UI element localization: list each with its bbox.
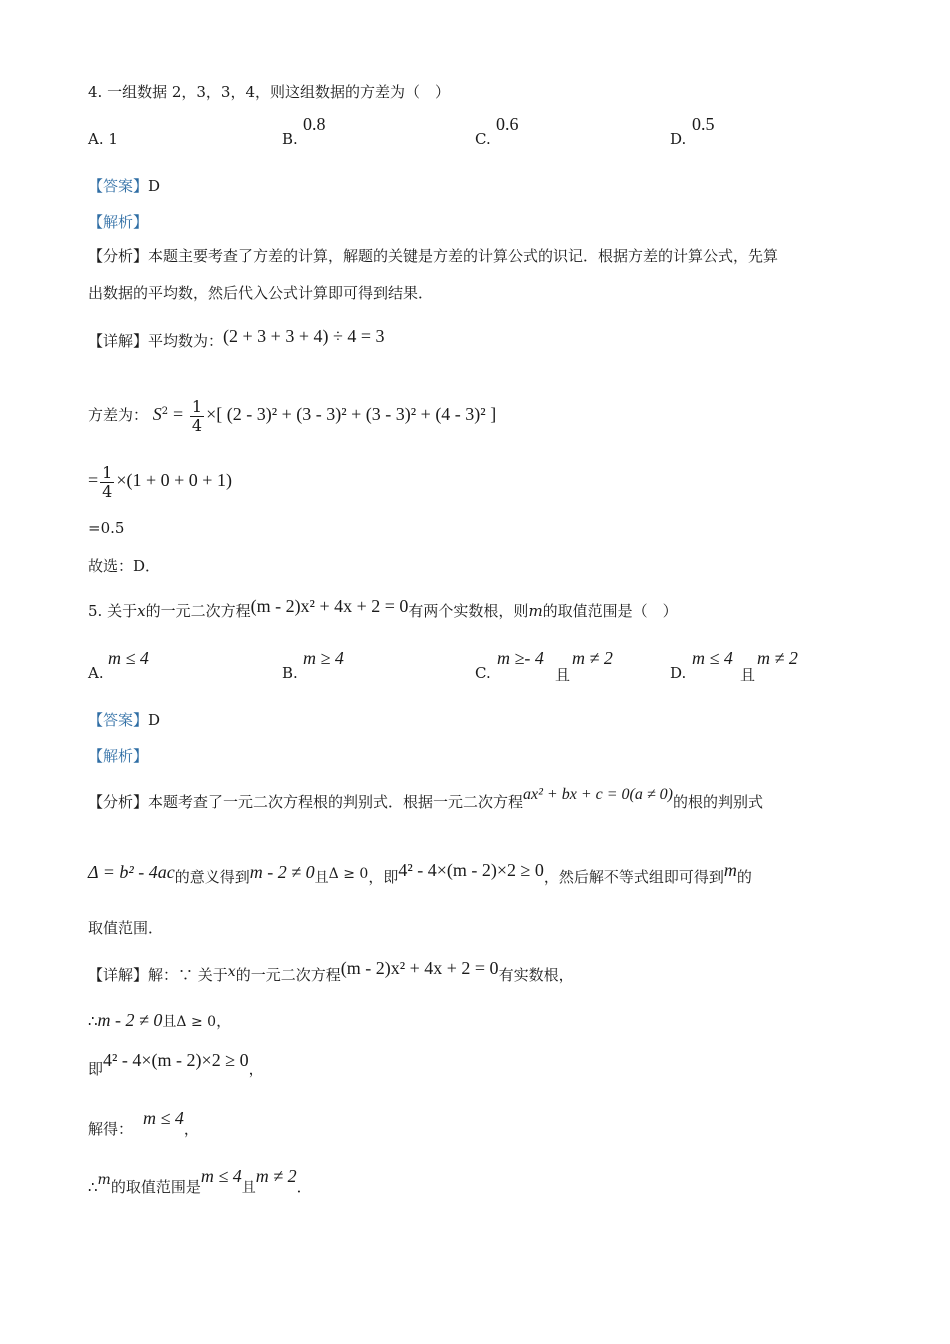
q5-option-d-value: m ≤ 4 bbox=[692, 648, 733, 668]
variance-label: 方差为： bbox=[88, 406, 149, 424]
fenxi-tag: 【分析】 bbox=[88, 247, 149, 265]
variance-equals: = bbox=[172, 404, 184, 424]
q4-option-b-letter: B. bbox=[282, 130, 298, 148]
q5-option-c-letter: C. bbox=[475, 664, 491, 682]
q5-step-4: ∴m的取值范围是m ≤ 4且m ≠ 2． bbox=[88, 1166, 312, 1196]
q4-conclusion: 故选：D． bbox=[88, 557, 161, 575]
q5-fenxi-line-3: 取值范围． bbox=[88, 919, 164, 937]
analysis-tag: 【解析】 bbox=[88, 747, 149, 765]
q5-step-3: 解得：m ≤ 4， bbox=[88, 1108, 199, 1138]
q5-step-2: 即4² - 4×(m - 2)×2 ≥ 0， bbox=[88, 1050, 264, 1078]
mean-label: 平均数为： bbox=[148, 332, 224, 350]
q4-answer-line bbox=[88, 176, 160, 196]
q5-equation: (m - 2)x² + 4x + 2 = 0 bbox=[250, 596, 409, 616]
q4-stem: 4. 一组数据 2，3，3，4，则这组数据的方差为（ ） bbox=[88, 83, 451, 101]
variance-bracket-expression: ×[ (2 - 3)² + (3 - 3)² + (3 - 3)² + (4 - 3)² ] bbox=[206, 404, 497, 424]
q4-option-c-letter: C. bbox=[475, 130, 491, 148]
analysis-tag: 【解析】 bbox=[88, 213, 149, 231]
answer-value: D bbox=[148, 177, 161, 195]
q5-option-d-qie: 且 bbox=[740, 666, 756, 684]
q4-fenxi-line-1 bbox=[88, 246, 778, 266]
q4-option-a: A. 1 bbox=[88, 130, 118, 148]
answer-value: D bbox=[148, 711, 161, 729]
q5-stem: 5. 关于x的一元二次方程(m - 2)x² + 4x + 2 = 0有两个实数根，则m的取值范围是（ ） bbox=[88, 596, 678, 620]
q4-step-3: =0.5 bbox=[88, 519, 125, 537]
detail-tag: 【详解】 bbox=[88, 332, 149, 350]
discriminant: Δ = b² - 4ac bbox=[88, 862, 175, 882]
q4-fenxi-line-2: 出数据的平均数，然后代入公式计算即可得到结果． bbox=[88, 284, 434, 302]
q5-fenxi-line-2: Δ = b² - 4ac的意义得到m - 2 ≠ 0且Δ ≥ 0，即4² - 4×(m - 2)×2 ≥ 0，然后解不等式组即可得到m的 bbox=[88, 860, 752, 886]
step-2-expression: ×(1 + 0 + 0 + 1) bbox=[116, 470, 232, 490]
answer-tag: 【答案】 bbox=[88, 177, 149, 195]
q5-step-1: ∴m - 2 ≠ 0且Δ ≥ 0， bbox=[88, 1010, 232, 1030]
answer-tag: 【答案】 bbox=[88, 711, 149, 729]
q5-option-a-value: m ≤ 4 bbox=[108, 648, 149, 668]
q5-option-b-value: m ≥ 4 bbox=[303, 648, 344, 668]
q5-option-a-letter: A. bbox=[88, 664, 104, 682]
q4-option-c-value: 0.6 bbox=[496, 114, 519, 134]
fenxi-tag: 【分析】 bbox=[88, 793, 149, 811]
q5-option-c-qie: 且 bbox=[555, 666, 571, 684]
q5-option-c-value: m ≥- 4 bbox=[497, 648, 544, 668]
q4-variance-line: 方差为： $S^2$ = $\frac{1}{4}$ ×[ (2 - 3)² + (3 - 3)² + (3 - 3)² + (4 - 3)² ] bbox=[88, 396, 497, 435]
q4-option-d-letter: D. bbox=[670, 130, 687, 148]
q4-option-d-value: 0.5 bbox=[692, 114, 715, 134]
fenxi-text: 本题主要考查了方差的计算，解题的关键是方差的计算公式的识记．根据方差的计算公式，先算 bbox=[148, 247, 779, 265]
detail-tag: 【详解】 bbox=[88, 966, 149, 984]
variance-symbol: S bbox=[152, 404, 162, 424]
fraction-one-quarter: $\frac{1}{4}$ bbox=[191, 396, 203, 435]
q4-step-2: = $\frac{1}{4}$ ×(1 + 0 + 0 + 1) bbox=[88, 462, 232, 501]
q5-option-d-letter: D. bbox=[670, 664, 687, 682]
q5-answer-line bbox=[88, 710, 160, 730]
general-quadratic: ax² + bx + c = 0(a ≠ 0) bbox=[523, 786, 673, 803]
q4-option-b-value: 0.8 bbox=[303, 114, 326, 134]
fraction-one-quarter-2: $\frac{1}{4}$ bbox=[102, 462, 113, 501]
q5-option-d-value-2: m ≠ 2 bbox=[757, 648, 798, 668]
mean-expression: (2 + 3 + 3 + 4) ÷ 4 = 3 bbox=[223, 326, 385, 346]
q5-option-b-letter: B. bbox=[282, 664, 298, 682]
q4-detail-mean bbox=[88, 326, 385, 351]
q5-detail-line-1: 【详解】解：∵ 关于x的一元二次方程(m - 2)x² + 4x + 2 = 0有实数根， bbox=[88, 958, 574, 984]
q5-option-c-value-2: m ≠ 2 bbox=[572, 648, 613, 668]
q5-fenxi-line-1: 【分析】本题考查了一元二次方程根的判别式．根据一元二次方程ax² + bx + c = 0(a ≠ 0)的根的判别式 bbox=[88, 786, 763, 811]
